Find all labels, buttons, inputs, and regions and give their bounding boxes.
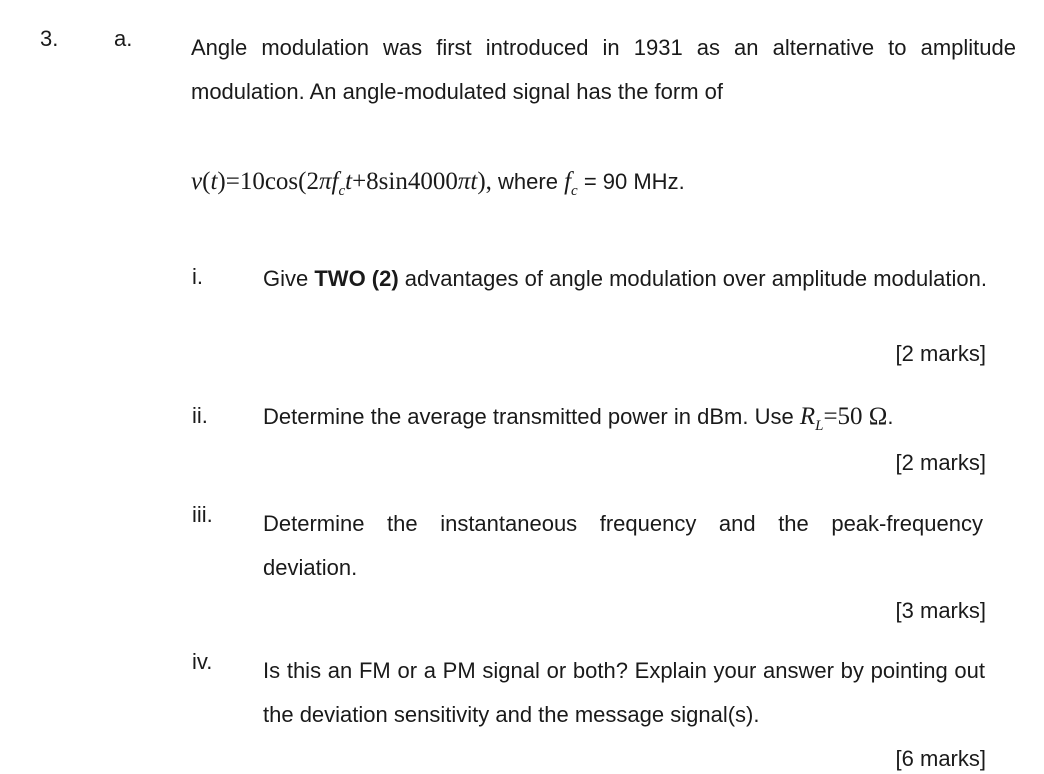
item-i-text-after: advantages of angle modulation over amplitude modulation. (398, 266, 987, 291)
eq-where: where (491, 169, 565, 194)
eq-pi-2: π (457, 168, 471, 195)
item-i-numeral: i. (192, 264, 203, 289)
eq-f-subscript: c (338, 183, 346, 199)
question-part-label: a. (114, 26, 133, 51)
item-iv-numeral: iv. (192, 649, 213, 674)
item-iii-numeral: iii. (192, 502, 213, 527)
eq-close: ), (477, 168, 492, 195)
fc-f: f (564, 168, 572, 195)
item-ii-rl-r: R (799, 403, 816, 430)
eq-sin-term: +8sin4000 (352, 168, 458, 195)
eq-pi-1: π (318, 168, 332, 195)
item-ii-rl-subscript: L (815, 418, 824, 434)
item-i-text (263, 264, 1015, 294)
eq-f: f (331, 168, 339, 195)
eq-lparen: ( (202, 168, 211, 195)
item-iv-marks: [6 marks] (895, 746, 986, 771)
eq-t-3: t (470, 168, 478, 195)
eq-t-2: t (345, 168, 353, 195)
item-ii-numeral: ii. (192, 403, 208, 428)
item-ii-marks: [2 marks] (895, 450, 986, 475)
eq-t: t (210, 168, 218, 195)
item-ii-text-main: Determine the average transmitted power in dBm. Use (263, 404, 800, 429)
item-ii-text (263, 403, 1015, 434)
item-iii-text: Determine the instantaneous frequency and the peak-frequency deviation. (263, 511, 983, 580)
question-intro: Angle modulation was first introduced in 1931 as an alternative to amplitude modulation. An angle-modulated signal has the form of (191, 35, 1016, 104)
eq-cos-start: )=10cos(2 (217, 168, 319, 195)
item-ii-end: . (887, 404, 894, 429)
fc-value: = 90 MHz. (577, 169, 685, 194)
item-i-bold: TWO (2) (314, 266, 399, 291)
question-number: 3. (40, 26, 59, 51)
item-iii-marks: [3 marks] (895, 598, 986, 623)
item-i-marks: [2 marks] (895, 341, 986, 366)
eq-v: v (191, 168, 203, 195)
item-iv-text: Is this an FM or a PM signal or both? Explain your answer by pointing out the deviation sensitivity and the message signal(s). (263, 658, 985, 727)
fc-subscript: c (571, 183, 578, 199)
equation-expression (191, 168, 492, 199)
signal-equation (191, 168, 685, 199)
item-ii-rl-value: =50 Ω (823, 403, 888, 430)
item-i-text-before: Give (263, 266, 315, 291)
